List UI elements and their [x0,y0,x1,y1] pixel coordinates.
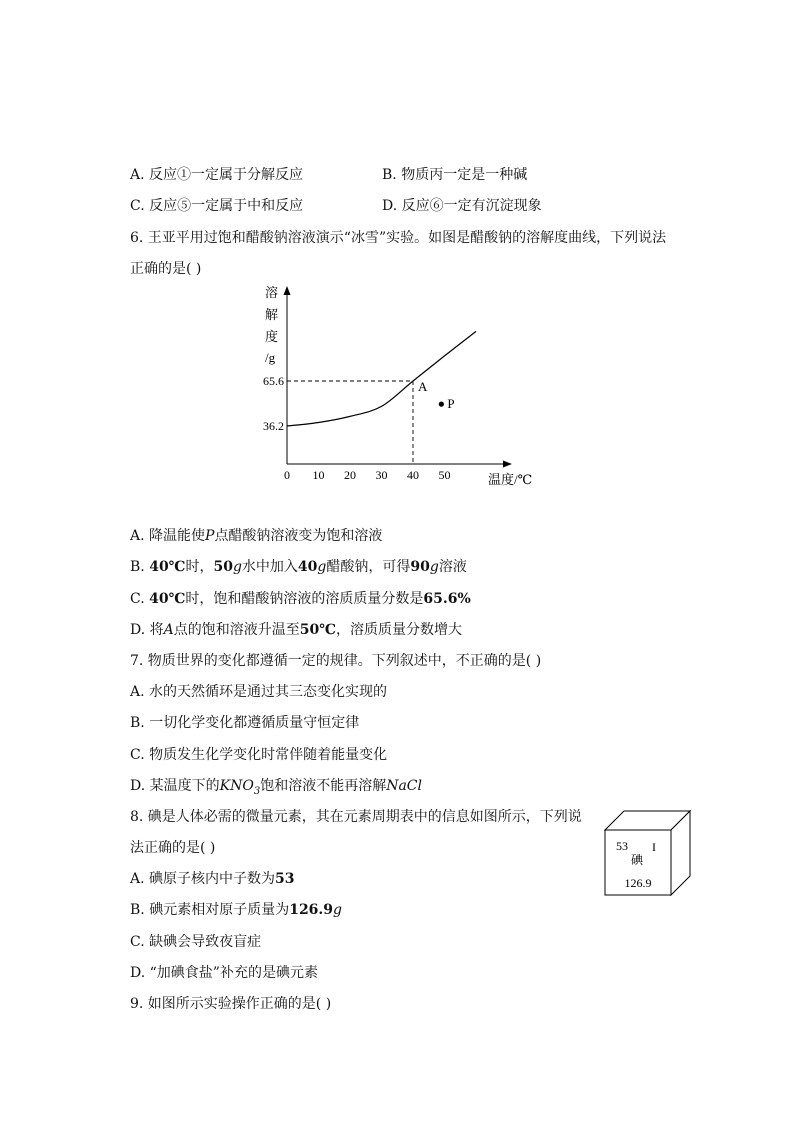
y-tick-label: 36.2 [263,419,284,433]
q7-option-c: C. 物质发生化学变化时常伴随着能量变化 [130,747,388,763]
solubility-chart [250,280,550,490]
point-a-label: A [418,379,428,394]
q5-option-a: A. 反应①一定属于分解反应 [130,167,304,183]
q6-stem-line2: 正确的是( ) [130,261,202,277]
q7-stem: 7. 物质世界的变化都遵循一定的规律。下列叙述中，不正确的是( ) [130,653,542,669]
q8-stem-line2: 法正确的是( ) [130,840,216,856]
point-p-marker [439,402,444,407]
iodine-element-cube [600,806,700,901]
q5-option-d: D. 反应⑥一定有沉淀现象 [382,198,542,214]
q7-option-d: D. 某温度下的$KNO_3$饱和溶液不能再溶解NaCl [130,778,422,797]
q8-option-d: D. “加碘食盐”补充的是碘元素 [130,965,318,981]
q6-stem-line1: 6. 王亚平用过饱和醋酸钠溶液演示“冰雪”实验。如图是醋酸钠的溶解度曲线，下列说法 [130,230,667,246]
element-symbol: I [652,840,656,854]
q6-option-d: D. 将A点的饱和溶液升温至50℃，溶质质量分数增大 [130,622,463,638]
element-atomic-mass: 126.9 [624,876,652,890]
point-p-label: P [447,396,455,412]
q5-option-c: C. 反应⑤一定属于中和反应 [130,198,304,214]
x-tick-label: 10 [312,468,325,482]
q6-option-c: C. 40℃时，饱和醋酸钠溶液的溶质质量分数是65.6% [130,591,471,607]
x-axis-label: 温度/℃ [488,472,533,487]
q9-stem: 9. 如图所示实验操作正确的是( ) [130,996,332,1012]
solubility-curve [287,331,476,426]
y-label-char: 度 [265,329,279,344]
y-label-char: 解 [265,307,279,322]
y-label-char: /g [265,350,276,365]
x-tick-label: 40 [407,468,419,482]
y-tick-label: 65.6 [263,374,284,388]
q6-option-a: A. 降温能使P点醋酸钠溶液变为饱和溶液 [130,528,383,544]
q8-option-b: B. 碘元素相对原子质量为126.9g [130,902,343,918]
q8-option-a: A. 碘原子核内中子数为53 [130,871,295,887]
x-tick-label: 30 [375,468,388,482]
y-axis-arrow [284,286,291,295]
y-label-char: 溶 [265,285,279,300]
x-tick-label: 0 [284,468,290,482]
q7-option-a: A. 水的天然循环是通过其三态变化实现的 [130,684,388,700]
x-axis-arrow [503,461,512,468]
element-name: 碘 [630,853,644,867]
q6-option-b: B. 40℃时，50g水中加入40g醋酸钠，可得90g溶液 [130,559,467,575]
x-tick-label: 20 [344,468,356,482]
q7-option-b: B. 一切化学变化都遵循质量守恒定律 [130,715,360,731]
q8-stem-line1: 8. 碘是人体必需的微量元素，其在元素周期表中的信息如图所示，下列说 [130,809,582,825]
element-atomic-number: 53 [616,839,628,853]
x-tick-label: 50 [438,468,451,482]
q8-option-c: C. 缺碘会导致夜盲症 [130,934,262,950]
q5-option-b: B. 物质丙一定是一种碱 [382,167,528,183]
